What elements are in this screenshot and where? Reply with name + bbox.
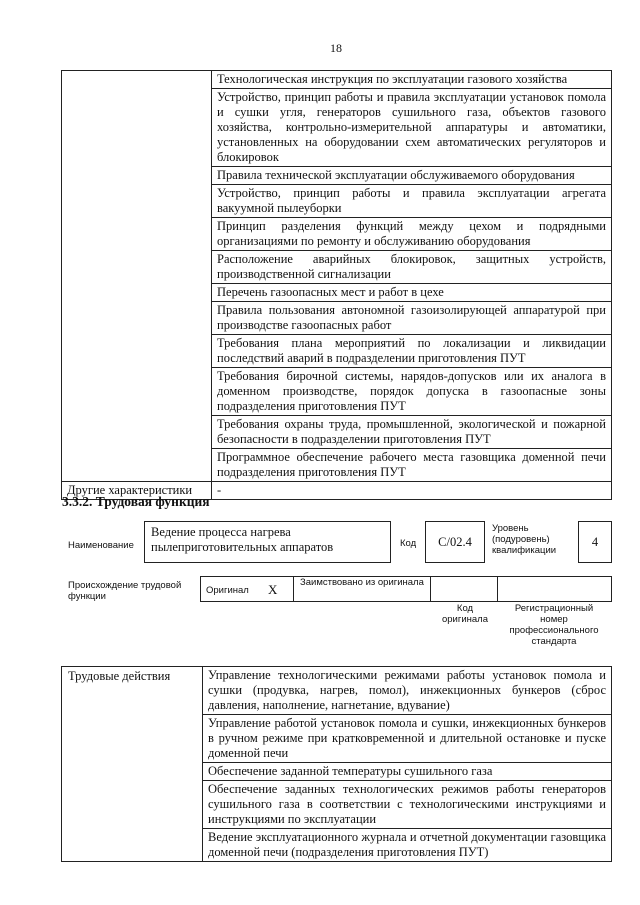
original-mark: X (268, 582, 278, 597)
borrowed-label: Заимствовано из оригинала (300, 577, 424, 588)
code-original-caption: Код оригинала (441, 603, 488, 625)
knowledge-item: Программное обеспечение рабочего места газовщика доменной печи подразделения приготовления ПУТ (212, 449, 612, 482)
code-label: Код (400, 538, 417, 549)
other-characteristics-label: Другие характеристики (62, 482, 212, 500)
knowledge-item: Перечень газоопасных мест и работ в цехе (212, 284, 612, 302)
level-value: 4 (591, 534, 599, 549)
knowledge-item: Правила пользования автономной газоизолирующей аппаратурой при производстве газоопасных работ (212, 302, 612, 335)
knowledge-item: Требования плана мероприятий по локализации и ликвидации последствий аварий в подразделении приготовления ПУТ (212, 335, 612, 368)
action-row (62, 667, 612, 715)
level-box (578, 521, 612, 563)
function-code-box (425, 521, 485, 563)
knowledge-item: Правила технической эксплуатации обслуживаемого оборудования (212, 167, 612, 185)
name-label: Наименование (68, 540, 134, 551)
action-item: Обеспечение заданной температуры сушильного газа (203, 763, 612, 781)
actions-label: Трудовые действия (62, 667, 203, 862)
original-label: Оригинал (206, 585, 249, 596)
knowledge-label-cell (62, 71, 212, 482)
function-code: C/02.4 (438, 534, 472, 549)
action-item: Обеспечение заданных технологических режимов работы генераторов сушильного газа в соответствии с технологическими инструкциями и инструкциями по эксплуатации (203, 781, 612, 829)
reg-number-caption: Регистрационный номер профессионального стандарта (509, 603, 599, 647)
knowledge-item: Технологическая инструкция по эксплуатации газового хозяйства (212, 71, 612, 89)
knowledge-item: Требования охраны труда, промышленной, экологической и пожарной безопасности в подразделении приготовления ПУТ (212, 416, 612, 449)
knowledge-table (61, 70, 612, 500)
knowledge-item: Принцип разделения функций между цехом и подрядными организациями по ремонту и обслуживанию оборудования (212, 218, 612, 251)
origin-label: Происхождение трудовой функции (68, 580, 182, 602)
knowledge-row (62, 71, 612, 89)
knowledge-item: Расположение аварийных блокировок, защитных устройств, производственной сигнализации (212, 251, 612, 284)
actions-table (61, 666, 612, 862)
function-name: Ведение процесса нагрева пылеприготовительных аппаратов (151, 525, 334, 554)
function-name-box (144, 521, 391, 563)
action-item: Управление технологическими режимами работы установок помола и сушки (продувка, нагрев, помол), инжекционных бункеров (сброс давления, наполнение, нагнетание, вдувание) (203, 667, 612, 715)
action-item: Управление работой установок помола и сушки, инжекционных бункеров в ручном режиме при кратковременной и длительной остановке и пуске доменной печи (203, 715, 612, 763)
page-number: 18 (330, 41, 342, 55)
knowledge-item: Требования бирочной системы, нарядов-допусков или их аналога в доменном производстве, порядок допуска в газоопасные зоны подразделения приготовления ПУТ (212, 368, 612, 416)
action-item: Ведение эксплуатационного журнала и отчетной документации газовщика доменной печи (подразделения приготовления ПУТ) (203, 829, 612, 862)
other-characteristics-value: - (212, 482, 612, 500)
knowledge-item: Устройство, принцип работы и правила эксплуатации агрегата вакуумной пылеуборки (212, 185, 612, 218)
knowledge-item: Устройство, принцип работы и правила эксплуатации установок помола и сушки угля, генераторов сушильного газа, объектов газового хозяйства, контрольно-измерительной аппаратуры и автоматики, установленных на оборудовании схем автоматических регуляторов и блокировок (212, 89, 612, 167)
section-title: 3.3.2. Трудовая функция (62, 494, 210, 509)
level-label: Уровень (подуровень) квалификации (492, 523, 557, 556)
